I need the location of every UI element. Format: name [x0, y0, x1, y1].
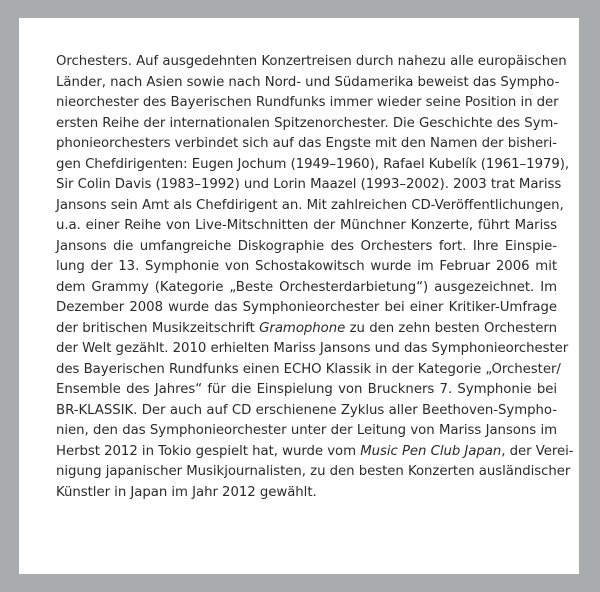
text-run: der britischen Musikzeitschrift [56, 320, 260, 336]
text-line: BR-KLASSIK. Der auch auf CD erschienene Zyklus aller Beethoven-Sympho- [56, 402, 557, 418]
text-line: Orchesters. Auf ausgedehnten Konzertreisen durch nahezu alle europäischen [56, 54, 567, 69]
text-line: Jansons die umfangreiche Diskographie des Orchesters fort. Ihre Einspie- [56, 238, 557, 254]
text-line: phonieorchesters verbindet sich auf das Engste mit den Namen der bisheri- [56, 136, 557, 151]
text-line: dem Grammy (Kategorie „Beste Orchesterdarbietung“) ausgezeichnet. Im [56, 279, 557, 295]
text-run: Herbst 2012 in Tokio gespielt hat, wurde vom [56, 443, 361, 459]
text-line: Künstler in Japan im Jahr 2012 gewählt. [56, 484, 317, 500]
text-line: nien, den das Symphonieorchester unter der Leitung von Mariss Jansons im [56, 423, 557, 438]
text-line: gen Chefdirigenten: Eugen Jochum (1949–1960), Rafael Kubelík (1961–1979), [56, 156, 570, 172]
text-line: lung der 13. Symphonie von Schostakowitsch wurde im Februar 2006 mit [56, 259, 557, 274]
text-line: Ensemble des Jahres“ für die Einspielung von Bruckners 7. Symphonie bei [56, 382, 557, 397]
text-run: , der Verei- [501, 443, 574, 459]
text-line: Sir Colin Davis (1983–1992) und Lorin Maazel (1993–2002). 2003 trat Mariss [56, 177, 562, 192]
text-run: zu den zehn besten Orchestern [345, 320, 557, 336]
text-line: nieorchester des Bayerischen Rundfunks immer wieder seine Position in der [56, 95, 559, 110]
text-line: Länder, nach Asien sowie nach Nord- und Südamerika beweist das Sympho- [56, 74, 560, 90]
text-line: nigung japanischer Musikjournalisten, zu den besten Konzerten ausländischer [56, 464, 571, 479]
organization-name: Music Pen Club Japan [360, 443, 502, 459]
text-line: Dezember 2008 wurde das Symphonieorchester bei einer Kritiker-Umfrage [56, 300, 557, 315]
magazine-title: Gramophone [259, 320, 346, 336]
text-line: Jansons sein Amt als Chefdirigent an. Mit zahlreichen CD-Veröffentlichungen, [56, 197, 564, 213]
text-line: des Bayerischen Rundfunks einen ECHO Klassik in der Kategorie „Orchester/ [56, 361, 561, 377]
text-line: ersten Reihe der internationalen Spitzenorchester. Die Geschichte des Sym- [56, 115, 559, 131]
text-line: der Welt gezählt. 2010 erhielten Mariss Jansons und das Symphonieorchester [56, 341, 569, 356]
text-line: u.a. einer Reihe von Live-Mitschnitten der Münchner Konzerte, führt Mariss [56, 218, 557, 233]
text-line [56, 442, 574, 463]
document-page [19, 18, 579, 574]
text-line [56, 319, 557, 340]
